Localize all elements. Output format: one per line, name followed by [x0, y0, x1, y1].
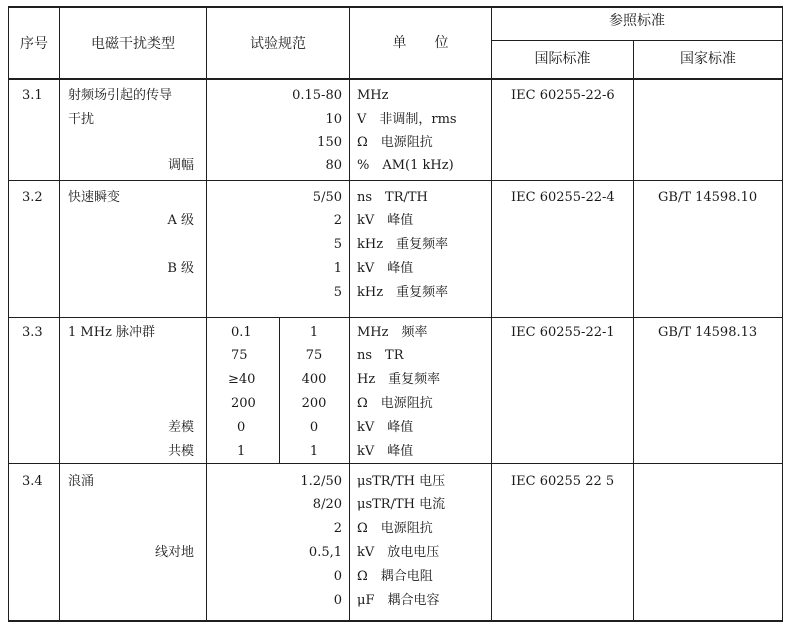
- col-line-spec: [349, 6, 350, 622]
- row-33-sub-diff: 差模: [167, 420, 194, 435]
- row-31-unit-4: % AM(1 kHz): [357, 158, 454, 173]
- row-32-spec-1: 5/50: [312, 190, 342, 205]
- col-line-type: [206, 6, 207, 622]
- row-34-spec-2: 8/20: [312, 497, 342, 512]
- row-33-spec-b-3: 400: [301, 372, 327, 387]
- row-33-no: 3.3: [22, 325, 43, 340]
- row-32-no: 3.2: [22, 190, 43, 205]
- row-34-type: 浪涌: [68, 474, 95, 489]
- row-33-spec-a-1: 0.1: [231, 325, 252, 340]
- row-34-spec-6: 0: [333, 593, 342, 608]
- row-32-nat: GB/T 14598.10: [658, 190, 758, 205]
- row-32-unit-3: kHz 重复频率: [357, 237, 449, 252]
- col-line-right: [782, 6, 783, 622]
- header-no: 序号: [20, 36, 48, 52]
- row-33-spec-a-2: 75: [231, 348, 248, 363]
- row-31-type: 射频场引起的传导: [68, 88, 173, 103]
- row-34-no: 3.4: [22, 474, 43, 489]
- row-33-unit-4: Ω 电源阻抗: [357, 396, 433, 411]
- row-33-type: 1 MHz 脉冲群: [68, 325, 156, 340]
- row-divider-32: [8, 317, 783, 318]
- header-spec: 试验规范: [250, 36, 306, 52]
- row-33-spec-b-1: 1: [309, 325, 319, 340]
- row-34-unit-2: μsTR/TH 电流: [357, 497, 446, 512]
- header-nat: 国家标准: [680, 51, 736, 67]
- col-line-spec-split: [279, 317, 280, 463]
- row-33-spec-a-4: 200: [231, 396, 256, 411]
- row-33-unit-5: kV 峰值: [357, 420, 414, 435]
- header-bottom-border: [8, 78, 783, 80]
- row-34-spec-4: 0.5,1: [308, 545, 342, 560]
- row-34-unit-6: μF 耦合电容: [357, 593, 440, 608]
- row-33-spec-b-2: 75: [305, 348, 323, 363]
- row-32-unit-4: kV 峰值: [357, 261, 414, 276]
- row-31-spec-3: 150: [317, 135, 342, 150]
- row-33-unit-1: MHz 频率: [357, 325, 428, 340]
- row-32-sub-b: B 级: [167, 261, 194, 276]
- row-33-spec-b-6: 1: [309, 444, 319, 459]
- row-33-unit-2: ns TR: [357, 348, 404, 363]
- row-33-nat: GB/T 14598.13: [658, 325, 758, 340]
- row-32-sub-a: A 级: [167, 213, 194, 228]
- row-33-spec-b-5: 0: [309, 420, 319, 435]
- col-line-intl: [633, 40, 634, 622]
- row-33-spec-a-3: ≥40: [228, 372, 256, 387]
- row-divider-31: [8, 180, 783, 181]
- row-33-spec-a-6: 1: [237, 444, 246, 459]
- row-32-spec-4: 1: [333, 261, 342, 276]
- table-top-border: [8, 6, 783, 8]
- row-31-intl: IEC 60255-22-6: [511, 88, 615, 103]
- row-34-spec-3: 2: [333, 521, 342, 536]
- col-line-no: [59, 6, 60, 622]
- row-34-unit-5: Ω 耦合电阻: [357, 569, 433, 584]
- row-divider-33: [8, 463, 783, 464]
- row-34-spec-1: 1.2/50: [300, 474, 342, 489]
- row-31-unit-2: V 非调制，rms: [357, 112, 457, 127]
- row-31-sub: 调幅: [167, 158, 194, 173]
- header-type: 电磁干扰类型: [91, 36, 175, 52]
- row-32-unit-1: ns TR/TH: [357, 190, 428, 205]
- row-32-unit-5: kHz 重复频率: [357, 285, 449, 300]
- row-33-unit-3: Hz 重复频率: [357, 372, 441, 387]
- row-32-type: 快速瞬变: [68, 190, 121, 205]
- row-33-unit-6: kV 峰值: [357, 444, 414, 459]
- row-31-no: 3.1: [22, 88, 43, 103]
- col-line-left: [8, 6, 9, 622]
- row-31-spec-4: 80: [325, 158, 342, 173]
- header-intl: 国际标准: [534, 51, 591, 67]
- row-33-spec-a-5: 0: [237, 420, 246, 435]
- row-31-type-cont: 干扰: [68, 112, 95, 127]
- row-31-spec-2: 10: [325, 112, 342, 127]
- header-divider-ref: [491, 40, 783, 41]
- row-34-spec-5: 0: [333, 569, 342, 584]
- row-32-spec-5: 5: [333, 285, 342, 300]
- row-34-unit-4: kV 放电电压: [357, 545, 440, 560]
- row-31-spec-1: 0.15-80: [292, 88, 342, 103]
- row-32-intl: IEC 60255-22-4: [511, 190, 615, 205]
- row-32-unit-2: kV 峰值: [357, 213, 414, 228]
- row-34-unit-1: μsTR/TH 电压: [357, 474, 446, 489]
- row-34-sub: 线对地: [154, 545, 194, 560]
- row-31-unit-1: MHz: [357, 88, 389, 103]
- row-32-spec-2: 2: [333, 213, 342, 228]
- row-33-spec-b-4: 200: [301, 396, 327, 411]
- header-unit: 单 位: [392, 35, 449, 51]
- row-34-intl: IEC 60255 22 5: [511, 474, 615, 489]
- row-31-unit-3: Ω 电源阻抗: [357, 135, 433, 150]
- header-ref: 参照标准: [609, 13, 665, 29]
- row-33-intl: IEC 60255-22-1: [511, 325, 615, 340]
- row-34-unit-3: Ω 电源阻抗: [357, 521, 433, 536]
- row-32-spec-3: 5: [333, 237, 342, 252]
- row-33-sub-comm: 共模: [167, 444, 194, 459]
- col-line-unit: [491, 6, 492, 622]
- table-bottom-border: [8, 620, 783, 622]
